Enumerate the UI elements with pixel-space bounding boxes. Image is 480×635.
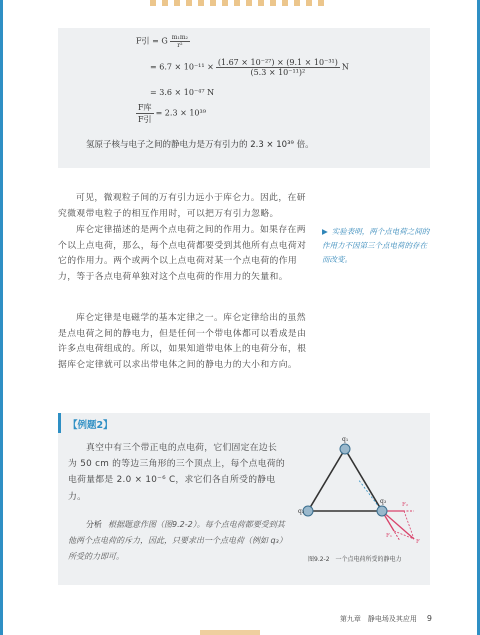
example-box [58,413,430,585]
example-text: 真空中有三个带正电的点电荷，它们固定在边长为 50 cm 的等边三角形的三个顶点上，每个点电荷的电荷量都是 2.0 × 10⁻⁶ C，求它们各自所受的静电力。 [68,443,286,502]
charge-q1-circle [340,444,350,454]
example-title: 【例题2】 [68,420,113,431]
bottom-scan-artifact [200,630,260,635]
label-f: F [416,539,420,545]
charge-q2-circle [303,506,313,516]
page-number: 9 [426,614,432,623]
label-f2: F₂ [402,502,409,508]
parallelogram-edge-1 [394,531,414,539]
left-page-edge [0,0,3,635]
example-analysis: 分析 根据题意作图（图9.2-2）。每个点电荷都要受到其他两个点电荷的斥力，因此，只要求出一个点电荷（例如 q₃）所受的力即可。 [68,520,285,561]
equation-line-3: = 3.6 × 10⁻⁴⁷ N [150,88,215,97]
triangle-side-left [308,449,345,511]
equation-line-2: = 6.7 × 10⁻¹¹ × $\frac{\text{(1.67 × 10⁻²⁷) × (9.1 × 10⁻³¹)}}{\text{(5.3 × 10⁻¹¹)²}}$ N [150,58,349,77]
example-accent-bar [58,413,61,433]
triangle-force-diagram [298,433,428,573]
charge-q3-circle [377,506,387,516]
paragraph-2: 库仑定律描述的是两个点电荷之间的作用力。如果存在两个以上点电荷，那么，每个点电荷都要受到其他所有点电荷对它的作用力。两个或两个以上点电荷对某一个点电荷的作用力，等于各点电荷单独对这个点电荷的作用力的矢量和。 [58,225,307,282]
chapter-label: 第九章 静电场及其应用 [339,615,417,623]
paragraph-3: 库仑定律是电磁学的基本定律之一。库仑定律给出的虽然是点电荷之间的静电力，但是任何一个带电体都可以看成是由许多点电荷组成的。所以，如果知道带电体上的电荷分布，根据库仑定律就可以求出带电体之间的静电力的大小和方向。 [58,313,307,370]
triangle-side-right [345,449,382,511]
page-footer [340,614,432,624]
top-scan-artifact [150,0,330,6]
label-f1: F₁ [386,533,393,539]
equation-line-4: $\frac{\text{F库}}{\text{F引}}$ = 2.3 × 10³⁹ [138,103,206,124]
side-note: ▶ 实验表明，两个点电荷之间的作用力不因第三个点电荷的存在而改变。 [322,227,430,264]
label-q3: q₃ [380,498,387,505]
altitude-dashed [358,479,382,511]
label-q1: q₁ [342,436,349,443]
label-q2: q₂ [298,508,305,515]
triangle-marker-icon: ▶ [322,227,328,236]
equation-line-1: F引 = G $\frac{\text{m₁m₂}}{\text{r²}}$ [136,34,188,49]
calculation-box [58,28,430,168]
paragraph-1: 可见，微观粒子间的万有引力远小于库仑力。因此，在研究微观带电粒子的相互作用时，可以把万有引力忽略。 [58,193,306,219]
figure-caption: 图9.2-2 一个点电荷所受的静电力 [308,556,402,563]
calc-conclusion: 氢原子核与电子之间的静电力是万有引力的 2.3 × 10³⁹ 倍。 [86,140,314,150]
